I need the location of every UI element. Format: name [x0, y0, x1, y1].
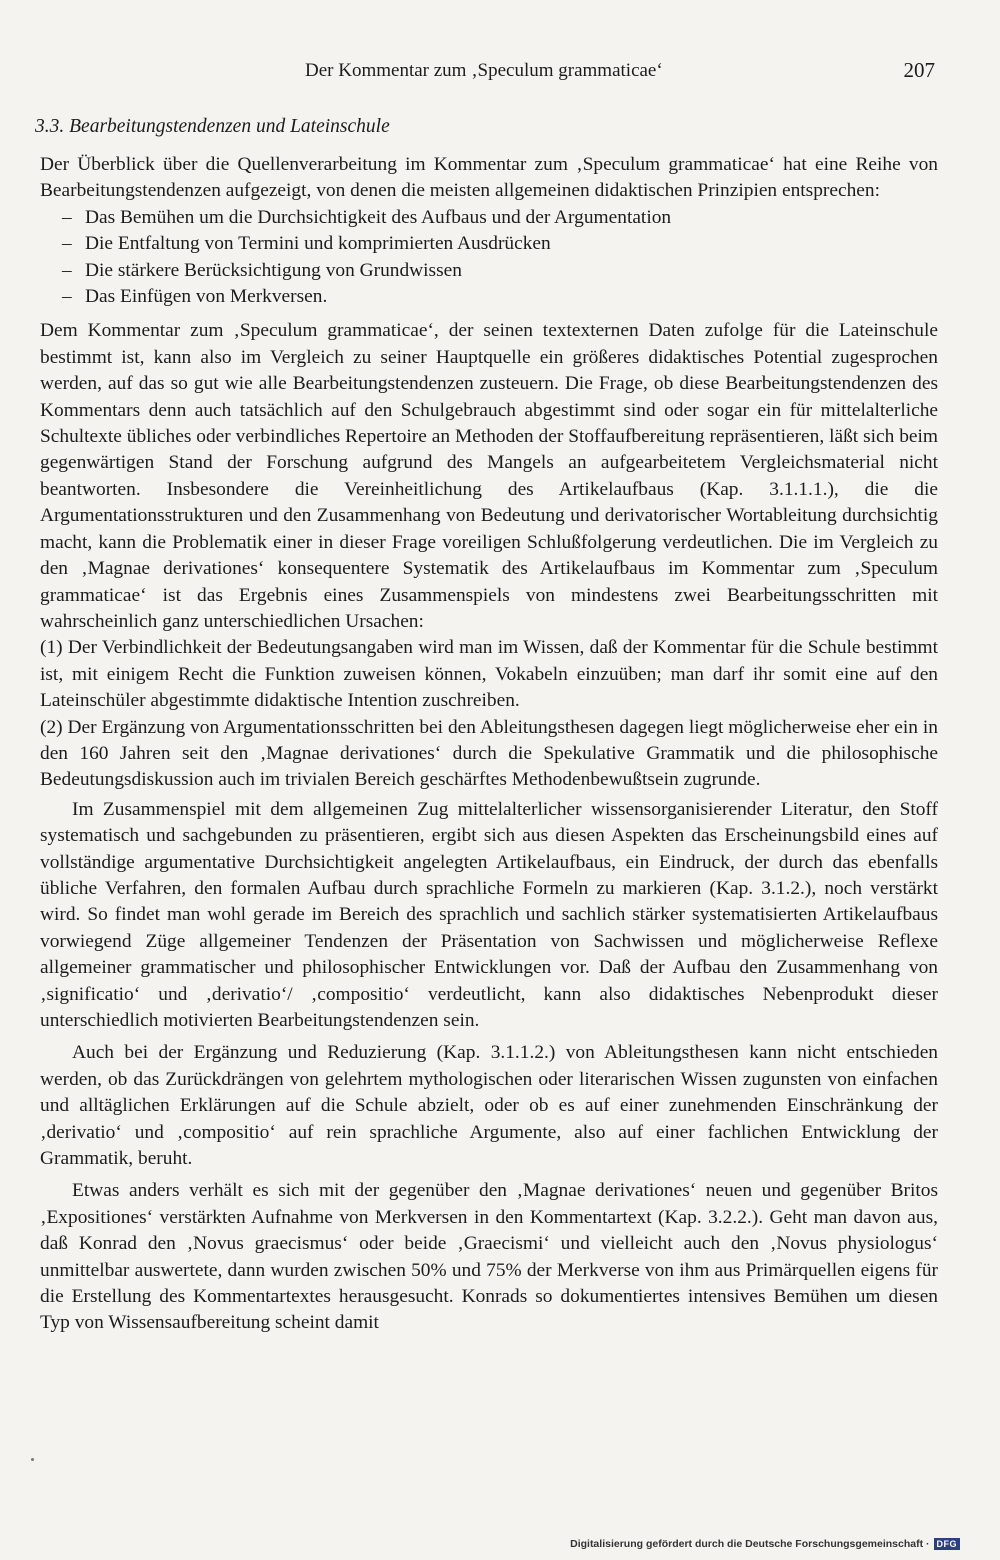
digitization-credit — [570, 1538, 960, 1550]
list-item — [40, 231, 938, 257]
credit-text: Digitalisierung gefördert durch die Deutsche Forschungsgemeinschaft · — [570, 1538, 930, 1550]
dfg-logo: DFG — [934, 1538, 961, 1550]
paragraph-intro: Der Überblick über die Quellenverarbeitung im Kommentar zum ‚Speculum grammaticae‘ hat eine Reihe von Bearbeitungstendenzen aufgezeigt, von denen die meisten allgemeinen didaktischen Prinzipien entsprechen: — [40, 154, 938, 202]
dash-marker: – — [62, 259, 72, 281]
paragraph-interplay: Im Zusammenspiel mit dem allgemeinen Zug mittelalterlicher wissensorganisierender Literatur, den Stoff systematisch und sachgebunden zu präsentieren, ergibt sich aus diesen Aspekten das Erscheinungsbild eines auf vollständige argumentative Durchsichtigkeit angelegten Artikelaufbaus, ein Eindruck, der durch das ebenfalls übliche Verfahren, den formalen Aufbau durch sprachliche Formeln zu markieren (Kap. 3.1.2.), noch verstärkt wird. So findet man wohl gerade im Bereich des sprachlich und sachlich stärker systematisierten Artikelaufbaus vorwiegend Züge allgemeiner Tendenzen der Präsentation von Sachwissen und möglicherweise Reflexe allgemeiner grammatischer und philosophischer Entwicklungen vor. Daß der Aufbau den Zusammenhang von ‚significatio‘ und ‚derivatio‘/ ‚compositio‘ verdeutlicht, kann also didaktisches Nebenprodukt dieser unterschiedlich motivierten Bearbeitungstendenzen sein. — [40, 798, 938, 1031]
paragraph-point-1: (1) Der Verbindlichkeit der Bedeutungsangaben wird man im Wissen, daß der Kommentar für die Schule bestimmt ist, mit einigem Recht die Funktion zuweisen können, Vokabeln einzuüben; man darf ihr somit eine auf den Lateinschüler abgestimmte didaktische Intention zuschreiben. — [40, 637, 938, 712]
dash-marker: – — [62, 233, 72, 255]
page-header — [40, 58, 935, 88]
list-item — [40, 205, 938, 231]
page-number: 207 — [903, 58, 935, 82]
paragraph-commentary: Dem Kommentar zum ‚Speculum grammaticae‘, der seinen textexternen Daten zufolge für die Lateinschule bestimmt ist, kann also im Vergleich zu seiner Hauptquelle ein größeres didaktisches Potential zugesprochen werden, auf das so gut wie alle Bearbeitungstendenzen zusteuern. Die Frage, ob diese Bearbeitungstendenzen des Kommentars denn auch tatsächlich auf den Schulgebrauch abgestimmt sind oder sogar ein für mittelalterliche Schultexte übliches oder verbindliches Repertoire an Methoden der Stoffaufbereitung repräsentieren, läßt sich beim gegenwärtigen Stand der Forschung aufgrund des Mangels an aufgearbeitetem Vergleichsmaterial nicht beantworten. Insbesondere die Vereinheitlichung des Artikelaufbaus (Kap. 3.1.1.1.), die die Argumentationsstrukturen und den Zusammenhang von Bedeutung und derivatorischer Wortableitung durchsichtig macht, kann die Problematik einer in dieser Frage voreiligen Schlußfolgerung verdeutlichen. Die im Vergleich zu den ‚Magnae derivationes‘ konsequentere Systematik des Artikelaufbaus im Kommentar zum ‚Speculum grammaticae‘ ist das Ergebnis eines Zusammenspiels von mindestens zwei Bearbeitungsschritten mit wahrscheinlich ganz unterschiedlichen Ursachen: — [40, 320, 938, 632]
list-item — [40, 284, 938, 310]
scan-speck — [31, 1458, 34, 1461]
list-item — [40, 258, 938, 284]
paragraph-merkverse: Etwas anders verhält es sich mit der gegenüber den ‚Magnae derivationes‘ neuen und gegenüber Britos ‚Expositiones‘ verstärkten Aufnahme von Merkversen in den Kommentartext (Kap. 3.2.2.). Geht man davon aus, daß Konrad den ‚Novus graecismus‘ oder beide ‚Graecismi‘ und vielleicht auch den ‚Novus physiologus‘ unmittelbar auswertete, dann wurden zwischen 50% und 75% der Merkverse von ihm aus Primärquellen eigens für die Erstellung des Kommentartextes herausgesucht. Konrads so dokumentiertes intensives Bemühen um diesen Typ von Wissensaufbereitung scheint damit — [40, 1180, 938, 1334]
paragraph-point-2: (2) Der Ergänzung von Argumentationsschritten bei den Ableitungsthesen dagegen liegt möglicherweise eher ein in den 160 Jahren seit den ‚Magnae derivationes‘ durch die Spekulative Grammatik und die philosophische Bedeutungsdiskussion auch im trivialen Bereich geschärftes Methodenbewußtsein zugrunde. — [40, 716, 938, 791]
body-text — [40, 152, 938, 1337]
dash-marker: – — [62, 206, 72, 228]
list-item-text: Das Bemühen um die Durchsichtigkeit des Aufbaus und der Argumentation — [85, 206, 672, 228]
list-item-text: Die stärkere Berücksichtigung von Grundwissen — [85, 259, 462, 281]
dash-marker: – — [62, 286, 72, 308]
paragraph-reduction: Auch bei der Ergänzung und Reduzierung (Kap. 3.1.1.2.) von Ableitungsthesen kann nicht entschieden werden, ob das Zurückdrängen von gelehrtem mythologischen oder literarischen Wissen zugunsten von einfachen und alltäglichen Erklärungen auf die Schule abzielt, oder ob es auf einer zunehmenden Einschränkung der ‚derivatio‘ und ‚compositio‘ auf rein sprachliche Argumente, also auf einer fachlichen Entwicklung der Grammatik, beruht. — [40, 1042, 938, 1170]
tendency-list — [40, 205, 938, 311]
list-item-text: Das Einfügen von Merkversen. — [85, 286, 328, 308]
section-heading: 3.3. Bearbeitungstendenzen und Lateinschule — [35, 116, 390, 137]
list-item-text: Die Entfaltung von Termini und komprimierten Ausdrücken — [85, 233, 551, 255]
running-title: Der Kommentar zum ‚Speculum grammaticae‘ — [305, 60, 663, 81]
